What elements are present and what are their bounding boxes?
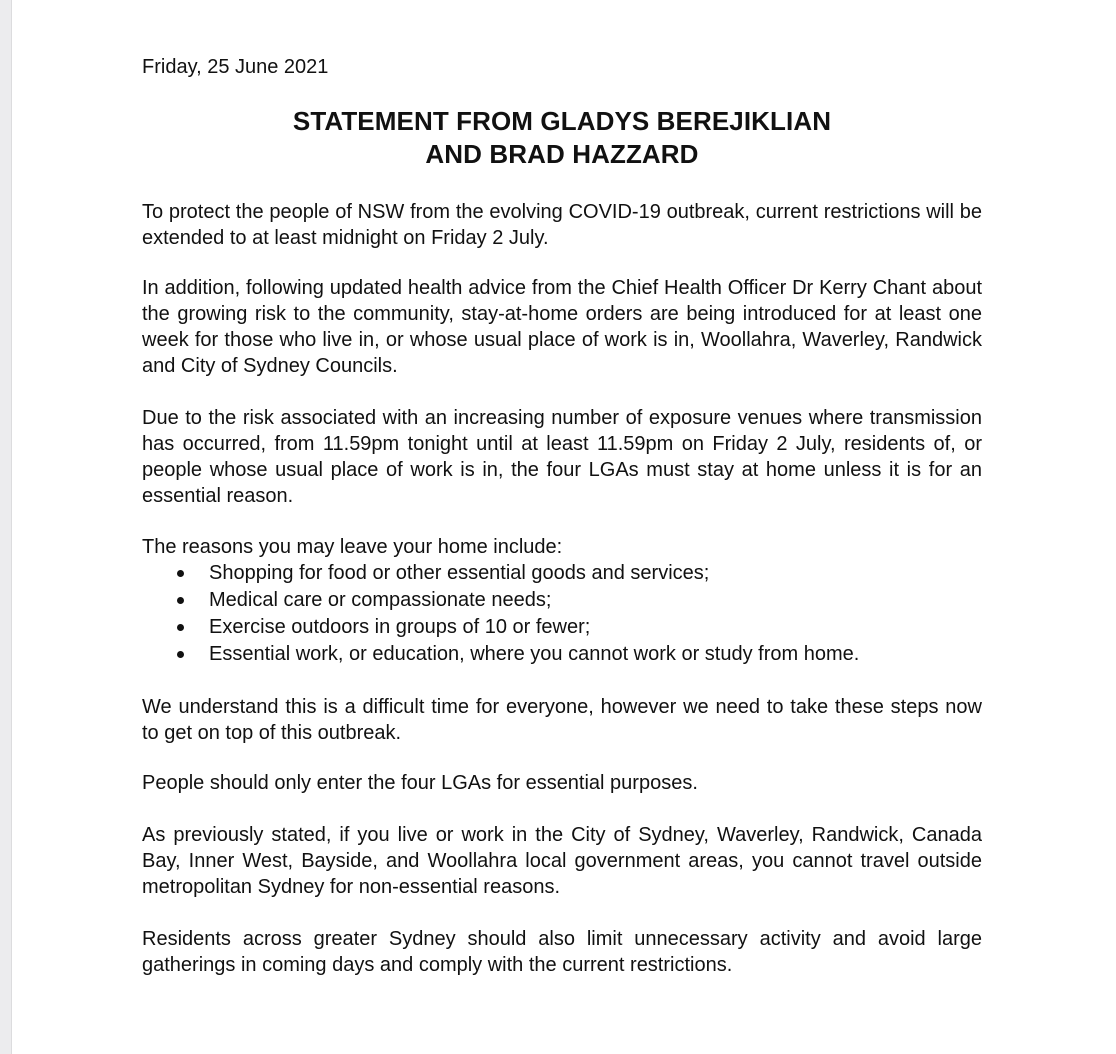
document-title — [0, 105, 1116, 171]
title-line-2: AND BRAD HAZZARD — [425, 139, 699, 169]
bullet-icon — [177, 651, 184, 658]
reasons-intro: The reasons you may leave your home include: — [142, 536, 563, 558]
list-item — [142, 614, 859, 641]
paragraph-exposure-venues: Due to the risk associated with an increasing number of exposure venues where transmission has occurred, from 11.59pm tonight until at least 11.59pm on Friday 2 July, residents of, or people whose usual place of work is in, the four LGAs must stay at home unless it is for an essential reason. — [142, 407, 982, 507]
bullet-icon — [177, 570, 184, 577]
bullet-icon — [177, 597, 184, 604]
paragraph-travel-restrictions: As previously stated, if you live or work in the City of Sydney, Waverley, Randwick, Canada Bay, Inner West, Bayside, and Woollahra local government areas, you cannot travel outside metropolitan Sydney for non-essential reasons. — [142, 824, 982, 898]
list-item-text: Exercise outdoors in groups of 10 or fewer; — [209, 616, 591, 638]
list-item — [142, 587, 859, 614]
paragraph-essential-purposes: People should only enter the four LGAs for essential purposes. — [142, 772, 698, 794]
document-date: Friday, 25 June 2021 — [142, 56, 329, 78]
title-line-1: STATEMENT FROM GLADYS BEREJIKLIAN — [292, 106, 832, 136]
list-item — [142, 641, 859, 668]
paragraph-stay-at-home-orders: In addition, following updated health advice from the Chief Health Officer Dr Kerry Chant about the growing risk to the community, stay-at-home orders are being introduced for at least one week for those who live in, or whose usual place of work is in, Woollahra, Waverley, Randwick and City of Sydney Councils. — [142, 277, 982, 377]
reasons-list — [142, 560, 859, 668]
bullet-icon — [177, 624, 184, 631]
paragraph-greater-sydney: Residents across greater Sydney should also limit unnecessary activity and avoid large gatherings in coming days and comply with the current restrictions. — [142, 928, 982, 976]
list-item — [142, 560, 859, 587]
paragraph-difficult-time: We understand this is a difficult time for everyone, however we need to take these steps now to get on top of this outbreak. — [142, 696, 982, 744]
paragraph-restrictions-extended: To protect the people of NSW from the evolving COVID-19 outbreak, current restrictions will be extended to at least midnight on Friday 2 July. — [142, 201, 982, 249]
list-item-text: Shopping for food or other essential goods and services; — [209, 562, 710, 584]
list-item-text: Essential work, or education, where you cannot work or study from home. — [209, 643, 860, 665]
list-item-text: Medical care or compassionate needs; — [209, 589, 552, 611]
